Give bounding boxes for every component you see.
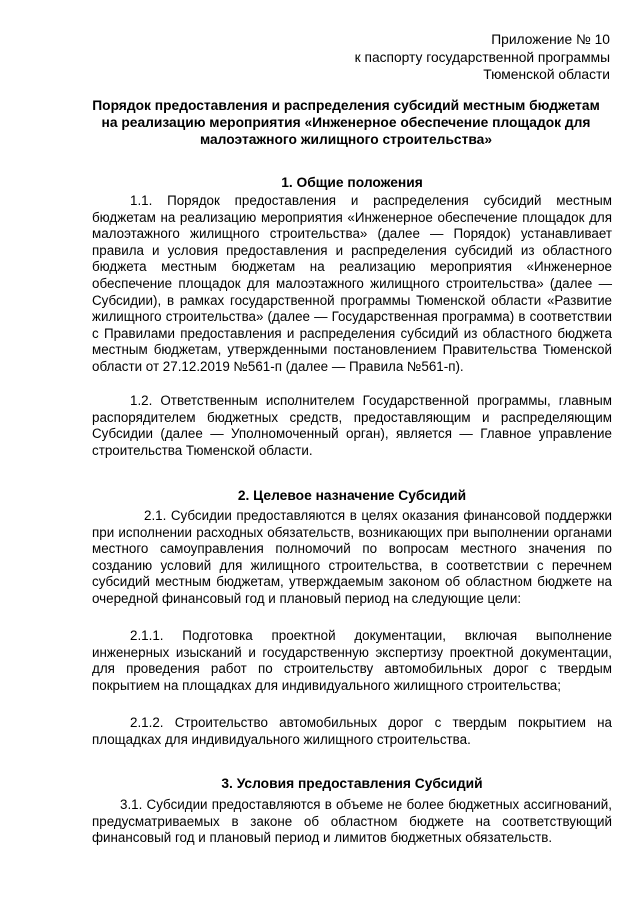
appendix-line-3: Тюменской области	[483, 67, 610, 82]
paragraph-1-2: 1.2. Ответственным исполнителем Государственной программы, главным распорядителем бюджетных средств, предоставляющим и распределяющим Субсидии (далее — Уполномоченный орган), является — Главное управление строительства Тюменской области.	[92, 393, 612, 458]
paragraph-3-1: 3.1. Субсидии предоставляются в объеме не более бюджетных ассигнований, предусматриваемых в законе об областном бюджете на соответствующий финансовый год и плановый период и лимитов бюджетных обязательств.	[92, 797, 612, 846]
title-line-1: Порядок предоставления и распределения субсидий местным бюджетам	[92, 98, 600, 113]
paragraph-2-1: 2.1. Субсидии предоставляются в целях оказания финансовой поддержки при исполнении расходных обязательств, возникающих при выполнении органами местного самоуправления полномочий по вопросам местного значения по созданию условий для жилищного строительства, в соответствии с перечнем субсидий местным бюджетам, утверждаемым законом об областном бюджете на очередной финансовый год и плановый период на следующие цели:	[92, 508, 612, 606]
appendix-line-1: Приложение № 10	[491, 32, 610, 47]
section-heading-general: 1. Общие положения	[281, 175, 423, 190]
document-title	[80, 97, 612, 148]
title-line-2: на реализацию мероприятия «Инженерное обеспечение площадок для	[101, 115, 591, 130]
appendix-line-2: к паспорту государственной программы	[354, 49, 610, 65]
section-heading-purpose: 2. Целевое назначение Субсидий	[237, 488, 467, 503]
appendix-note	[355, 31, 610, 84]
title-line-3: малоэтажного жилищного строительства»	[199, 132, 493, 147]
paragraph-2-1-1: 2.1.1. Подготовка проектной документации, включая выполнение инженерных изысканий и государственную экспертизу проектной документации, для проведения работ по строительству автомобильных дорог с твердым покрытием на площадках для индивидуального жилищного строительства;	[92, 628, 612, 693]
paragraph-2-1-2: 2.1.2. Строительство автомобильных дорог с твердым покрытием на площадках для индивидуального жилищного строительства.	[92, 715, 612, 747]
paragraph-1-1: 1.1. Порядок предоставления и распределения субсидий местным бюджетам на реализацию мероприятия «Инженерное обеспечение площадок для малоэтажного жилищного строительства» (далее — Порядок) устанавливает правила и условия предоставления и распределения субсидий из областного бюджета местным бюджетам на реализацию мероприятия «Инженерное обеспечение площадок для малоэтажного жилищного строительства» (далее — Субсидии), в рамках государственной программы Тюменской области «Развитие жилищного строительства» (далее — Государственная программа) в соответствии с Правилами предоставления и распределения субсидий из областного бюджета местным бюджетам, утвержденными постановлением Правительства Тюменской области от 27.12.2019 №561-п (далее — Правила №561-п).	[92, 193, 612, 374]
section-heading-conditions: 3. Условия предоставления Субсидий	[221, 776, 483, 791]
